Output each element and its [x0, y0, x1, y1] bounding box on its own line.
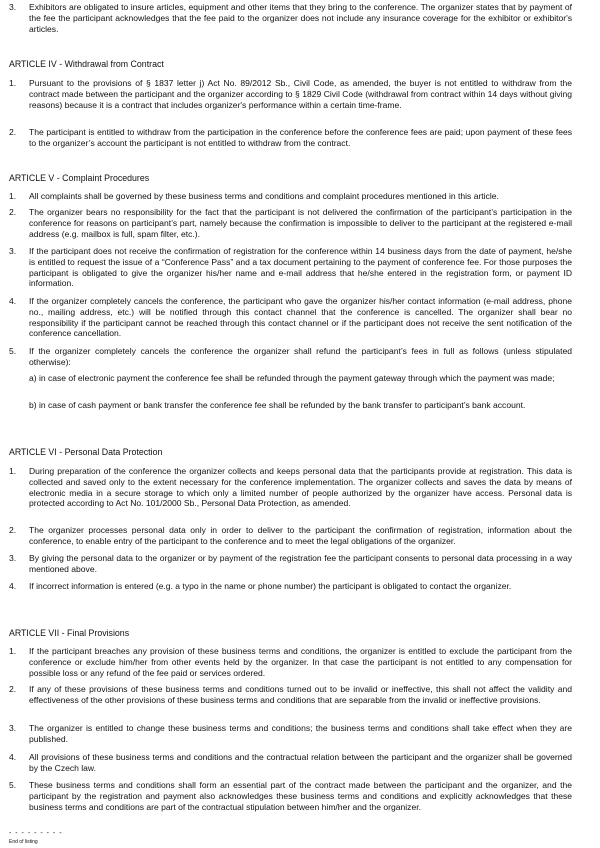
item-text: If incorrect information is entered (e.g. a typo in the name or phone number) the participant is obligated to contact the organizer. [29, 581, 512, 591]
item-number: 2. [9, 127, 17, 137]
item-text: If the participant breaches any provision of these business terms and conditions, the organizer is entitled to exclude the participant from the conference or exclude him/her from other events held by the organizer. In that case the participant is not entitled to any compensation for possible loss or any refund of the fee paid or services ordered. [29, 646, 572, 678]
art7-item-1 [9, 646, 572, 678]
item-number: 2. [9, 684, 17, 694]
footer-separator: - - - - - - - - - [9, 830, 63, 837]
item-text: If the organizer completely cancels the conference the organizer shall refund the participant’s fees in full as follows (unless stipulated otherwise): [29, 346, 572, 367]
art3-item-3 [9, 2, 572, 34]
article-vii-heading: ARTICLE VII - Final Provisions [9, 628, 130, 638]
art4-item-1 [9, 78, 572, 110]
end-of-listing: End of listing [9, 839, 38, 845]
article-iv-heading: ARTICLE IV - Withdrawal from Contract [9, 59, 164, 69]
article-v-heading: ARTICLE V - Complaint Procedures [9, 173, 150, 183]
item-text: All complaints shall be governed by these business terms and conditions and complaint procedures mentioned in this article. [29, 191, 499, 201]
item-number: 1. [9, 78, 17, 88]
art7-item-5 [9, 780, 572, 812]
art5-item-4 [9, 296, 572, 339]
item-text: All provisions of these business terms and conditions and the contractual relation between the participant and the organizer shall be governed by the Czech law. [29, 752, 572, 773]
item-number: 4. [9, 752, 17, 762]
item-number: 2. [9, 207, 17, 217]
item-text: During preparation of the conference the organizer collects and keeps personal data that the participants provide at registration. This data is collected and saved only to the extent necessary for the conference implementation. The organizer collects and saves the data by means of electronic media in a secure storage to which only a limited number of people authorized by the organizer have access. Personal data is protected according to Act No. 101/2000 Sb., Personal Data Protection, as amended. [29, 466, 572, 509]
item-text: If the organizer completely cancels the conference, the participant who gave the organizer his/her contact information (e-mail address, phone no., mailing address, etc.) will be notified through this contact channel that the conference is cancelled. The organizer shall bear no responsibility if the participant cannot be reached through this contact channel or if the participant does not receive the sent notification of the conference cancellation. [29, 296, 572, 339]
art5-item-5 [9, 346, 572, 368]
item-number: 3. [9, 246, 17, 256]
item-number: 2. [9, 525, 17, 535]
item-number: 1. [9, 191, 17, 201]
item-number: 3. [9, 723, 17, 733]
art5-item-2 [9, 207, 572, 239]
article-vi-heading: ARTICLE VI - Personal Data Protection [9, 447, 163, 457]
item-text: The organizer processes personal data only in order to deliver to the participant the confirmation of registration, information about the conference, to enable entry of the participant to the conference and to meet the legal obligations of the organizer. [29, 525, 572, 546]
item-number: 3. [9, 553, 17, 563]
item-text: If any of these provisions of these business terms and conditions turned out to be invalid or ineffective, this shall not affect the validity and effectiveness of the other provisions of these business terms and conditions that are separable from the invalid or ineffective provisions. [29, 684, 572, 705]
item-number: 1. [9, 646, 17, 656]
art5-sub-b: b) in case of cash payment or bank transfer the conference fee shall be refunded by the bank transfer to participant’s bank account. [29, 400, 526, 410]
item-text: If the participant does not receive the confirmation of registration for the conference within 14 business days from the date of payment, he/she is entitled to request the issue of a “Conference Pass” and a tax document pertaining to the payment of conference fee. For those purposes the participant is obligated to give the organizer his/her name and e-mail address that he/she entered in the registration form, or payment ID information. [29, 246, 572, 289]
art7-item-2 [9, 684, 572, 706]
art7-item-3 [9, 723, 572, 745]
item-text: The organizer is entitled to change these business terms and conditions; the business terms and conditions shall take effect when they are published. [29, 723, 572, 744]
item-number: 5. [9, 346, 17, 356]
item-number: 1. [9, 466, 17, 476]
art5-item-1 [9, 191, 572, 202]
art6-item-3 [9, 553, 572, 575]
item-number: 5. [9, 780, 17, 790]
item-number: 4. [9, 296, 17, 306]
art6-item-1 [9, 466, 572, 509]
item-text: Pursuant to the provisions of § 1837 letter j) Act No. 89/2012 Sb., Civil Code, as amended, the buyer is not entitled to withdraw from the contract made between the participant and the organizer according to § 1829 Civil Code (withdrawal from contract within 14 days without giving reasons) because it is a contract that includes organizer's performance within a certain time-frame. [29, 78, 572, 110]
item-text: The organizer bears no responsibility for the fact that the participant is not delivered the confirmation of the participant’s participation in the conference for reasons on participant’s part, namely because the confirmation is impossible to deliver to the participant at the registered e-mail address (e.g. mailbox is full, spam filter, etc.). [29, 207, 572, 239]
item-number: 4. [9, 581, 17, 591]
art6-item-2 [9, 525, 572, 547]
item-number: 3. [9, 2, 17, 12]
item-text: The participant is entitled to withdraw from the participation in the conference before the conference fees are paid; upon payment of these fees to the organizer’s account the participant is not entitled to withdraw from the contract. [29, 127, 572, 148]
item-text: These business terms and conditions shall form an essential part of the contract made between the participant and the organizer, and the participant by the registration and payment also acknowledges these business terms and conditions and explicitly acknowledges that these business terms and conditions are part of the contractual stipulation between him/her and the organizer. [29, 780, 572, 812]
art5-sub-a: a) in case of electronic payment the conference fee shall be refunded through the payment gateway through which the payment was made; [29, 373, 555, 383]
art4-item-2 [9, 127, 572, 149]
art5-item-3 [9, 246, 572, 289]
art7-item-4 [9, 752, 572, 774]
item-text: By giving the personal data to the organizer or by payment of the registration fee the participant consents to personal data processing in a way mentioned above. [29, 553, 572, 574]
art6-item-4 [9, 581, 572, 592]
item-text: Exhibitors are obligated to insure articles, equipment and other items that they bring to the conference. The organizer states that by payment of the fee the participant acknowledges that the fee paid to the organizer does not include any insurance coverage for the exhibitor or exhibitor's articles. [29, 2, 572, 34]
